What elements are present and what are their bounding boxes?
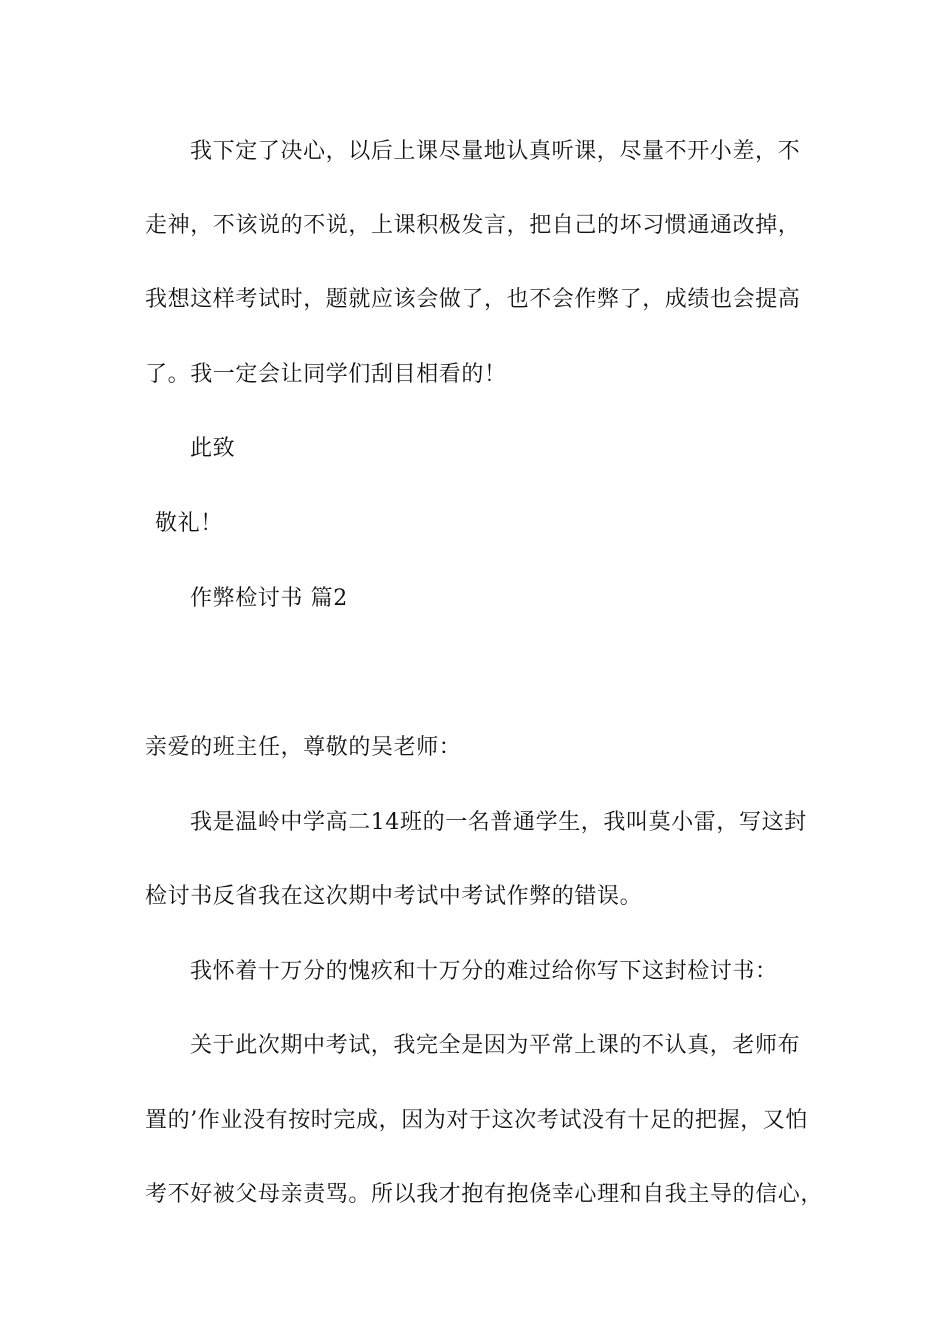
paragraph-line: 我怀着十万分的愧疚和十万分的难过给你写下这封检讨书： — [190, 959, 778, 984]
paragraph-line: 了。我一定会让同学们刮目相看的！ — [145, 362, 507, 387]
paragraph-line: 我是温岭中学高二14班的一名普通学生，我叫莫小雷，写这封 — [190, 810, 807, 835]
paragraph-line: 走神，不该说的不说，上课积极发言，把自己的坏习惯通通改掉， — [145, 213, 801, 238]
closing-regards: 敬礼！ — [155, 511, 223, 536]
paragraph-line: 考不好被父母亲责骂。所以我才抱有抱侥幸心理和自我主导的信心， — [145, 1182, 824, 1207]
paragraph-line: 置的’作业没有按时完成，因为对于这次考试没有十足的把握，又怕 — [145, 1108, 808, 1133]
closing-salutation: 此致 — [190, 436, 236, 461]
paragraph-line: 关于此次期中考试，我完全是因为平常上课的不认真，老师布 — [190, 1033, 801, 1058]
paragraph-line: 我下定了决心，以后上课尽量地认真听课，尽量不开小差，不 — [190, 139, 801, 164]
section-heading: 作弊检讨书 篇2 — [190, 586, 348, 611]
paragraph-line: 检讨书反省我在这次期中考试中考试作弊的错误。 — [145, 884, 643, 909]
letter-greeting: 亲爱的班主任，尊敬的吴老师： — [145, 735, 462, 760]
paragraph-line: 我想这样考试时，题就应该会做了，也不会作弊了，成绩也会提高 — [145, 287, 801, 312]
